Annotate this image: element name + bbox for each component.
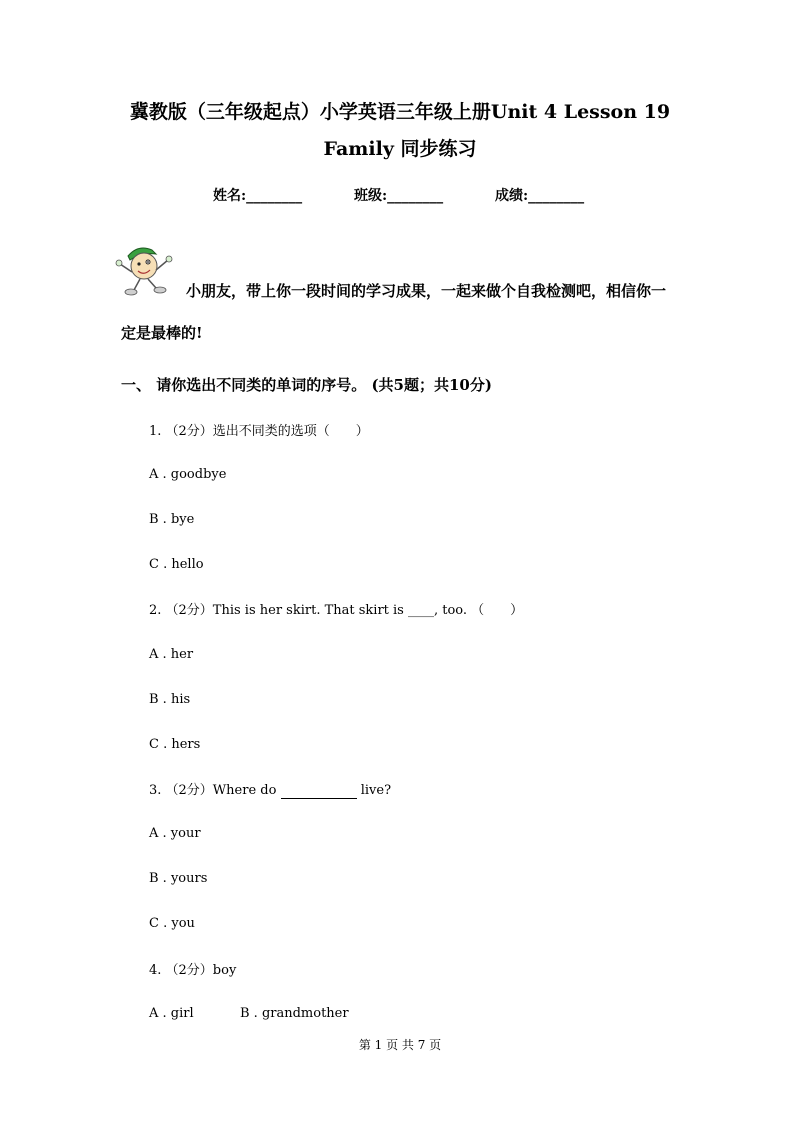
question-4-option-b[interactable]: B . grandmother [240, 1006, 349, 1021]
name-label: 姓名: [213, 188, 247, 204]
class-field [354, 185, 443, 205]
question-3-stem-pre: 3. （2分）Where do [149, 783, 277, 798]
question-3-option-c[interactable]: C . you [149, 916, 195, 931]
question-3-option-a[interactable]: A . your [149, 826, 201, 841]
question-2-option-c[interactable]: C . hers [149, 737, 201, 752]
question-4-option-a[interactable]: A . girl [149, 1006, 194, 1021]
class-label: 班级: [354, 188, 388, 204]
mascot-boy-icon [112, 242, 180, 300]
question-3-answer-blank [281, 783, 357, 799]
name-blank: ________ [246, 188, 303, 204]
intro-line2: 定是最棒的! [121, 324, 203, 342]
intro-line1: 小朋友，带上你一段时间的学习成果，一起来做个自我检测吧，相信你一 [186, 282, 667, 300]
question-1-stem: 1. （2分）选出不同类的选项（ ） [149, 424, 369, 439]
question-3-option-b[interactable]: B . yours [149, 871, 208, 886]
page-title-line1: 冀教版（三年级起点）小学英语三年级上册Unit 4 Lesson 19 [129, 101, 671, 123]
question-2-option-b[interactable]: B . his [149, 692, 191, 707]
question-4-stem: 4. （2分）boy [149, 963, 237, 978]
score-field [495, 185, 584, 205]
question-2-option-a[interactable]: A . her [149, 647, 194, 662]
section-heading: 一、 请你选出不同类的单词的序号。 (共5题；共10分) [121, 376, 492, 394]
question-2-stem: 2. （2分）This is her skirt. That skirt is ____, too. （ ） [149, 603, 524, 618]
class-blank: ________ [387, 188, 444, 204]
page-title-line2: Family 同步练习 [323, 138, 477, 160]
question-3-stem-post: live? [360, 783, 392, 798]
question-1-option-a[interactable]: A . goodbye [149, 467, 227, 482]
page-footer: 第 1 页 共 7 页 [358, 1038, 442, 1052]
name-field [213, 185, 302, 205]
question-3-stem [149, 779, 391, 799]
question-1-option-c[interactable]: C . hello [149, 557, 204, 572]
question-1-option-b[interactable]: B . bye [149, 512, 195, 527]
score-blank: ________ [528, 188, 585, 204]
score-label: 成绩: [495, 188, 529, 204]
